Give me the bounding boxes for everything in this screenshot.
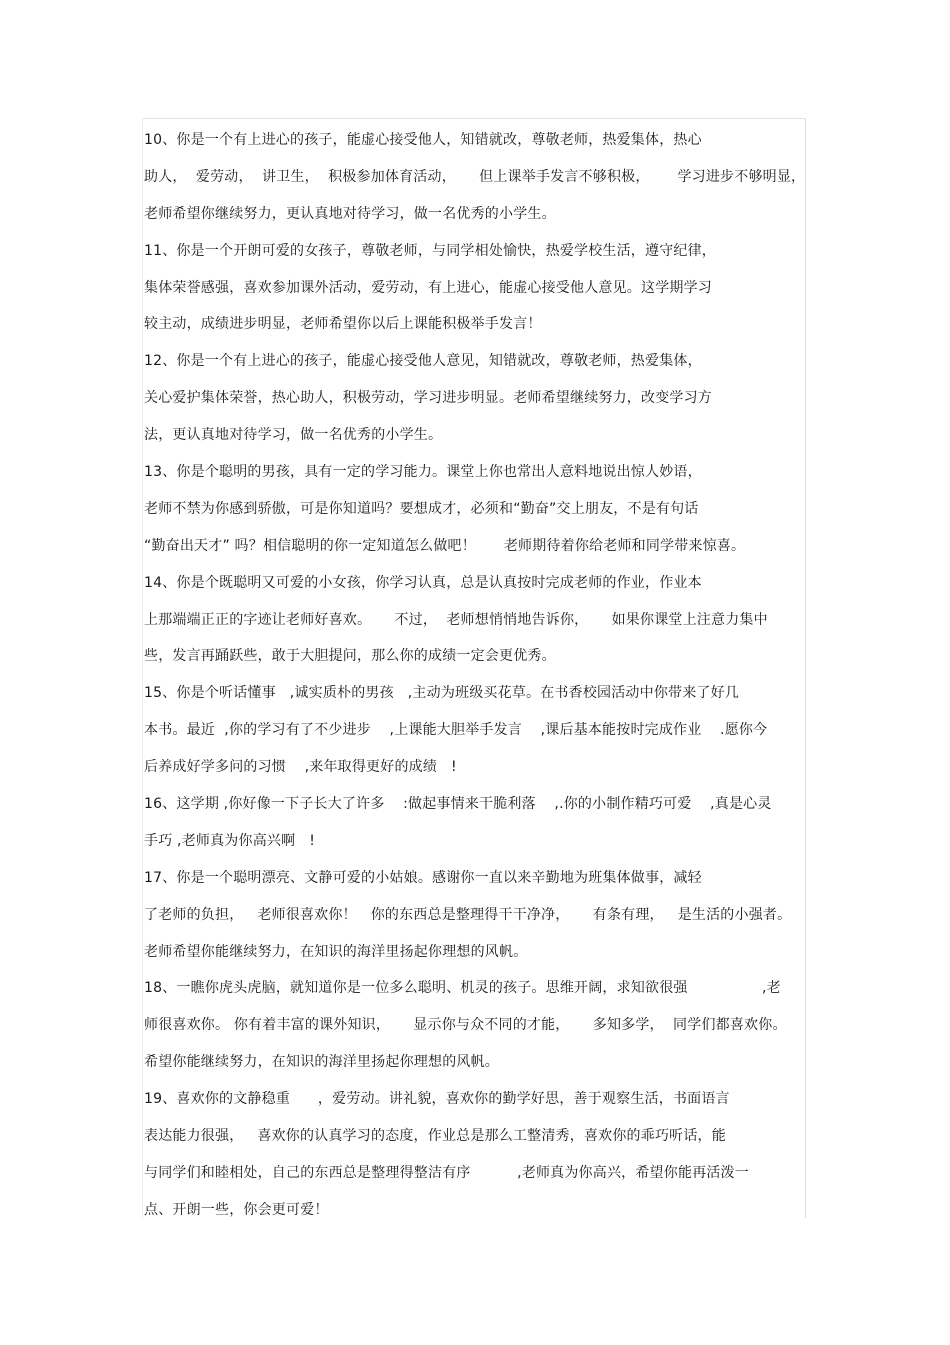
text-line: 师很喜欢你。 你有着丰富的课外知识， 显示你与众不同的才能， 多知多学， 同学们都喜欢你。 <box>144 1017 787 1034</box>
text-line: 表达能力很强， 喜欢你的认真学习的态度，作业总是那么工整清秀，喜欢你的乖巧听话，能 <box>144 1128 726 1145</box>
text-line: “勤奋出天才” 吗？相信聪明的你一定知道怎么做吧！ 老师期待着你给老师和同学带来惊喜。 <box>144 537 746 554</box>
text-line: 老师希望你继续努力，更认真地对待学习，做一名优秀的小学生。 <box>144 205 556 222</box>
text-line: 19、喜欢你的文静稳重 ，爱劳动。讲礼貌，喜欢你的勤学好思，善于观察生活，书面语言 <box>144 1091 730 1108</box>
text-line: 与同学们和睦相处，自己的东西总是整理得整洁有序 ,老师真为你高兴，希望你能再活泼一 <box>144 1164 749 1181</box>
text-line: 老师希望你能继续努力，在知识的海洋里扬起你理想的风帆。 <box>144 943 528 960</box>
text-line: 希望你能继续努力，在知识的海洋里扬起你理想的风帆。 <box>144 1054 499 1071</box>
text-line: 后养成好学多问的习惯 ,来年取得更好的成绩 ! <box>144 759 457 776</box>
text-line: 关心爱护集体荣誉，热心助人，积极劳动，学习进步明显。老师希望继续努力，改变学习方 <box>144 390 712 407</box>
text-line: 11、你是一个开朗可爱的女孩子，尊敬老师，与同学相处愉快，热爱学校生活，遵守纪律， <box>144 242 717 259</box>
text-line: 了老师的负担， 老师很喜欢你！ 你的东西总是整理得干干净净， 有条有理， 是生活的小强者。 <box>144 906 792 923</box>
text-line: 15、你是个听话懂事 ,诚实质朴的男孩 ,主动为班级买花草。在书香校园活动中你带来了好几 <box>144 685 740 702</box>
text-line: 13、你是个聪明的男孩，具有一定的学习能力。课堂上你也常出人意料地说出惊人妙语， <box>144 464 702 481</box>
text-line: 14、你是个既聪明又可爱的小女孩，你学习认真，总是认真按时完成老师的作业，作业本 <box>144 574 702 591</box>
text-line: 老师不禁为你感到骄傲，可是你知道吗？要想成才，必须和“勤奋”交上朋友，不是有句话 <box>144 500 699 517</box>
text-line: 10、你是一个有上进心的孩子，能虚心接受他人，知错就改，尊敬老师，热爱集体，热心 <box>144 132 702 148</box>
text-line: 较主动，成绩进步明显，老师希望你以后上课能积极举手发言！ <box>144 316 542 333</box>
text-line: 12、你是一个有上进心的孩子，能虚心接受他人意见，知错就改，尊敬老师，热爱集体， <box>144 353 702 370</box>
text-line: 18、一瞧你虎头虎脑，就知道你是一位多么聪明、机灵的孩子。思维开阔，求知欲很强 ,老 <box>144 980 781 997</box>
text-line: 些，发言再踊跃些，敢于大胆提问，那么你的成绩一定会更优秀。 <box>144 648 556 665</box>
text-line: 法，更认真地对待学习，做一名优秀的小学生。 <box>144 427 443 444</box>
text-line: 16、这学期 ,你好像一下子长大了许多 :做起事情来干脆利落 ,.你的小制作精巧可爱 ,真是心灵 <box>144 796 772 813</box>
text-line: 助人， 爱劳动， 讲卫生， 积极参加体育活动， 但上课举手发言不够积极， 学习进步不够明显， <box>144 168 806 185</box>
text-line: 本书。最近 ,你的学习有了不少进步 ,上课能大胆举手发言 ,课后基本能按时完成作业 .愿你今 <box>144 722 768 739</box>
text-line: 手巧 ,老师真为你高兴啊 ! <box>144 832 316 849</box>
text-line: 17、你是一个聪明漂亮、文静可爱的小姑娘。感谢你一直以来辛勤地为班集体做事，减轻 <box>144 869 702 886</box>
text-line: 集体荣誉感强，喜欢参加课外活动，爱劳动，有上进心，能虚心接受他人意见。这学期学习 <box>144 279 712 296</box>
text-line: 上那端端正正的字迹让老师好喜欢。 不过， 老师想悄悄地告诉你， 如果你课堂上注意力集中 <box>144 611 768 628</box>
document-body <box>144 122 814 1229</box>
text-line: 点、开朗一些，你会更可爱！ <box>144 1201 329 1218</box>
